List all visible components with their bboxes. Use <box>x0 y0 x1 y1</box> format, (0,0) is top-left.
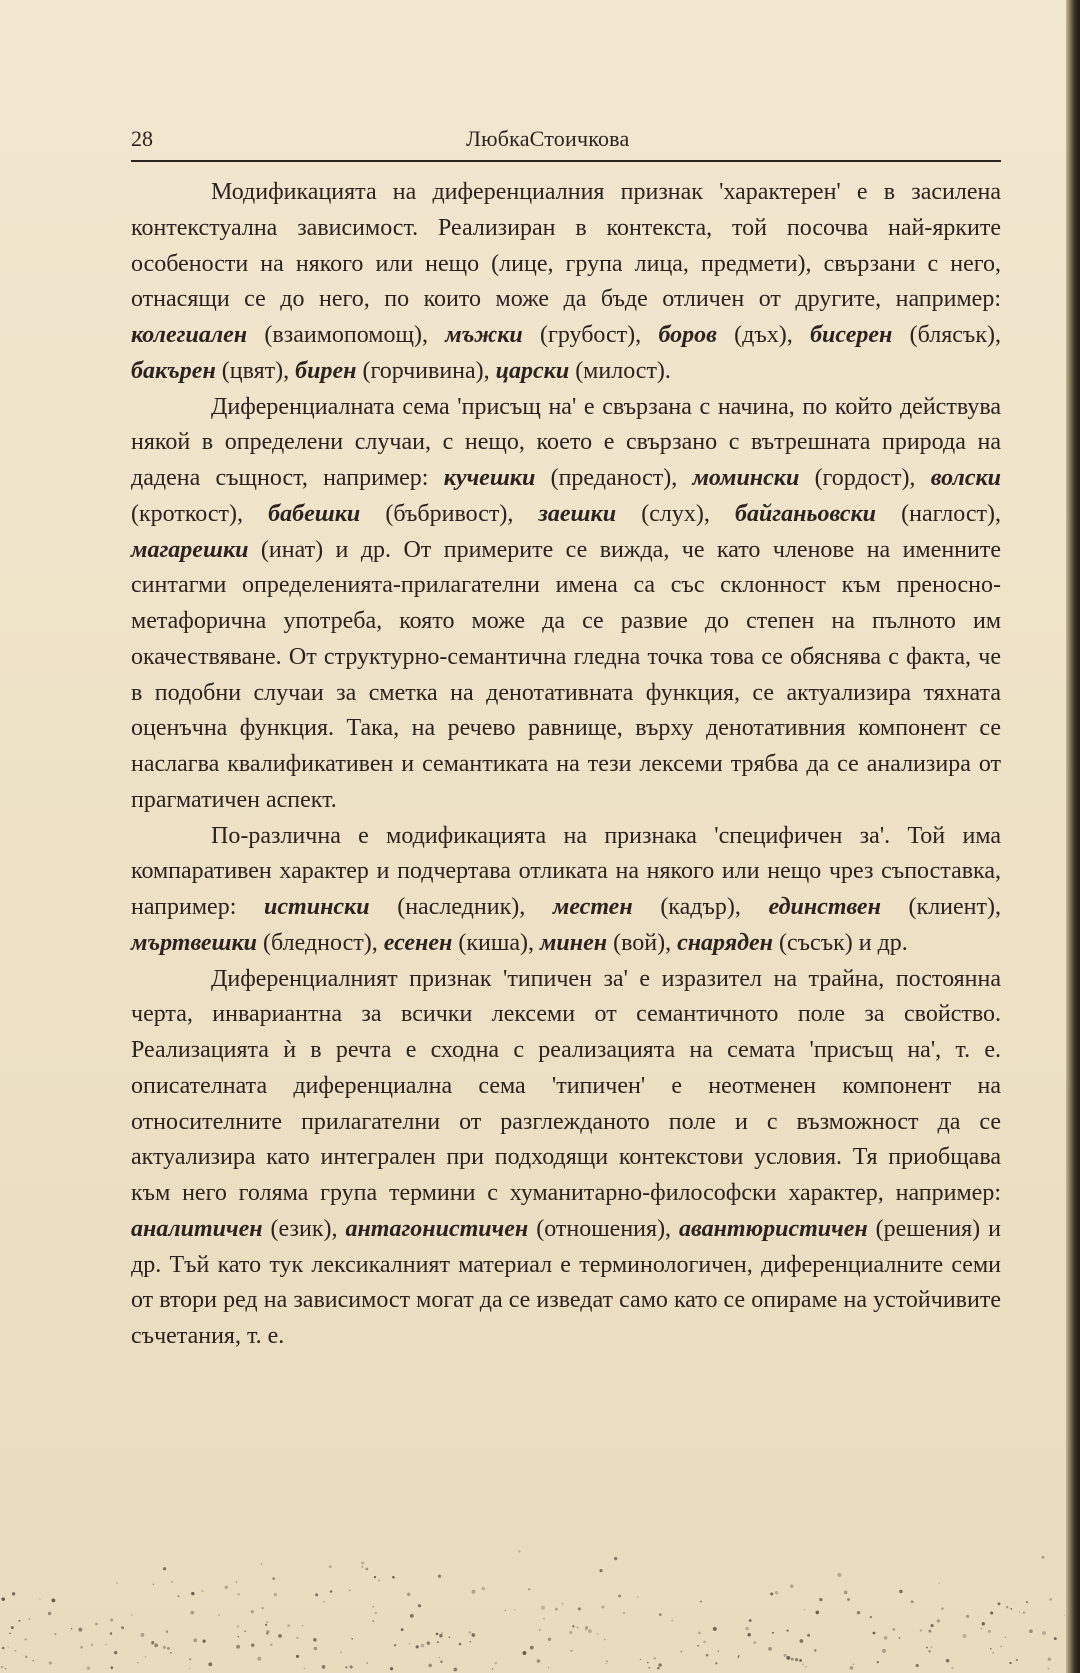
example-term: есенен <box>383 929 453 956</box>
page-header <box>131 126 1001 162</box>
body-text <box>131 175 1001 1355</box>
example-term: бисерен <box>810 322 893 348</box>
text-run: (дъх), <box>716 322 811 348</box>
text-run: Модификацията на диференциалния признак 'характерен' е в засилена контекстуална зависимост. Реализиран в контекста, той посочва най-ярките особености на някого или нещо (лице, група лица, предмети), свързани с него, отнасящи се до него, по които може да бъде отличен от другите, например: <box>131 179 1001 313</box>
text-run: (език), <box>262 1215 346 1242</box>
paragraph <box>131 390 1001 819</box>
page-number: 28 <box>131 126 153 151</box>
text-run: (бледност), <box>257 929 384 956</box>
text-run: (вой), <box>607 929 678 956</box>
example-term: магарешки <box>131 536 249 563</box>
text-run: (горчивина), <box>356 357 496 384</box>
example-term: царски <box>495 357 570 384</box>
text-run: (кроткост), <box>131 500 269 527</box>
example-term: мъжки <box>445 322 523 348</box>
text-run: (съсък) и др. <box>772 929 908 956</box>
text-run: (блясък), <box>892 322 1001 348</box>
text-run: По-различна е модификацията на признака 'специфичен за'. Той има компаративен характер и подчертава отликата на някого или нещо чрез съпоставка, например: <box>131 822 1001 920</box>
example-term: минен <box>539 929 608 956</box>
text-run: (грубост), <box>522 322 659 348</box>
text-run: Диференциалният признак 'типичен за' е изразител на трайна, постоянна черта, инвариантна за всички лексеми от семантичното поле за свойство. Реализацията ѝ в речта е сходна с реализацията на семата 'присъщ на', т. е. описателната диференциална сема 'типичен' е неотменен компонент на относителните прилагателни от разглежданото поле и с възможност да се актуализира като интегрален при подходящи контекстови условия. Тя приобщава към него голяма група термини с хуманитарно-философски характер, например: <box>131 965 1001 1206</box>
text-run: (слух), <box>616 500 735 527</box>
example-term: снаряден <box>677 929 773 956</box>
text-run: (взаимопомощ), <box>247 322 446 348</box>
text-run: (преданост), <box>535 465 693 491</box>
example-term: волски <box>930 465 1002 491</box>
example-term: аналитичен <box>131 1215 263 1242</box>
paragraph <box>131 962 1001 1355</box>
example-term: истински <box>264 894 370 920</box>
text-run: (киша), <box>452 929 540 956</box>
example-term: боров <box>658 322 717 348</box>
book-spine-shadow <box>1066 0 1080 1673</box>
example-term: бакърен <box>131 357 216 384</box>
example-term: заешки <box>538 500 617 527</box>
example-term: авантюристичен <box>679 1215 868 1242</box>
running-head-author: ЛюбкаСтоичкова <box>466 126 630 151</box>
text-run: (решения) и др. Тъй като тук лексикалният материал е терминологичен, диференциалните семи от втори ред на зависимост могат да се изведат само като се опираме на устойчивите съчетания, т. е. <box>131 1215 1001 1349</box>
example-term: бирен <box>295 357 357 384</box>
example-term: колегиален <box>131 322 248 348</box>
example-term: единствен <box>768 894 881 920</box>
example-term: антагонистичен <box>345 1215 529 1242</box>
example-term: мъртвешки <box>131 929 258 956</box>
text-run: (кадър), <box>632 894 769 920</box>
text-run: (гордост), <box>799 465 931 491</box>
example-term: момински <box>692 465 800 491</box>
text-run: (клиент), <box>880 894 1001 920</box>
text-run: (наследник), <box>369 894 553 920</box>
paragraph <box>131 819 1001 962</box>
paragraph <box>131 175 1001 390</box>
example-term: местен <box>552 894 633 920</box>
text-run: (наглост), <box>876 500 1001 527</box>
text-run: Диференциалната сема 'присъщ на' е свързана с начина, по който действува някой в определени случаи, с нещо, което е свързано с вътрешната природа на дадена същност, например: <box>131 393 1001 491</box>
example-term: бабешки <box>268 500 361 527</box>
example-term: кучешки <box>443 465 536 491</box>
page-bottom-speckles <box>0 1530 1066 1673</box>
text-run: (инат) и др. От примерите се вижда, че като членове на именните синтагми определенията-прилагателни имена са със склонност към преносно-метафорична употреба, която може да се развие до степен на пълното им окачествяване. От структурно-семантична гледна точка това се обяснява с факта, че в подобни случаи за сметка на денотативната функция, се актуализира тяхната оценъчна функция. Така, на речево равнище, върху денотативния компонент се наслагва квалификативен и семантиката на тези лексеми трябва да се анализира от прагматичен аспект. <box>131 536 1001 813</box>
text-run: (отношения), <box>528 1215 680 1242</box>
example-term: байганьовски <box>734 500 877 527</box>
text-run: (цвят), <box>215 357 296 384</box>
text-run: (бъбривост), <box>360 500 539 527</box>
text-run: (милост). <box>569 357 671 384</box>
